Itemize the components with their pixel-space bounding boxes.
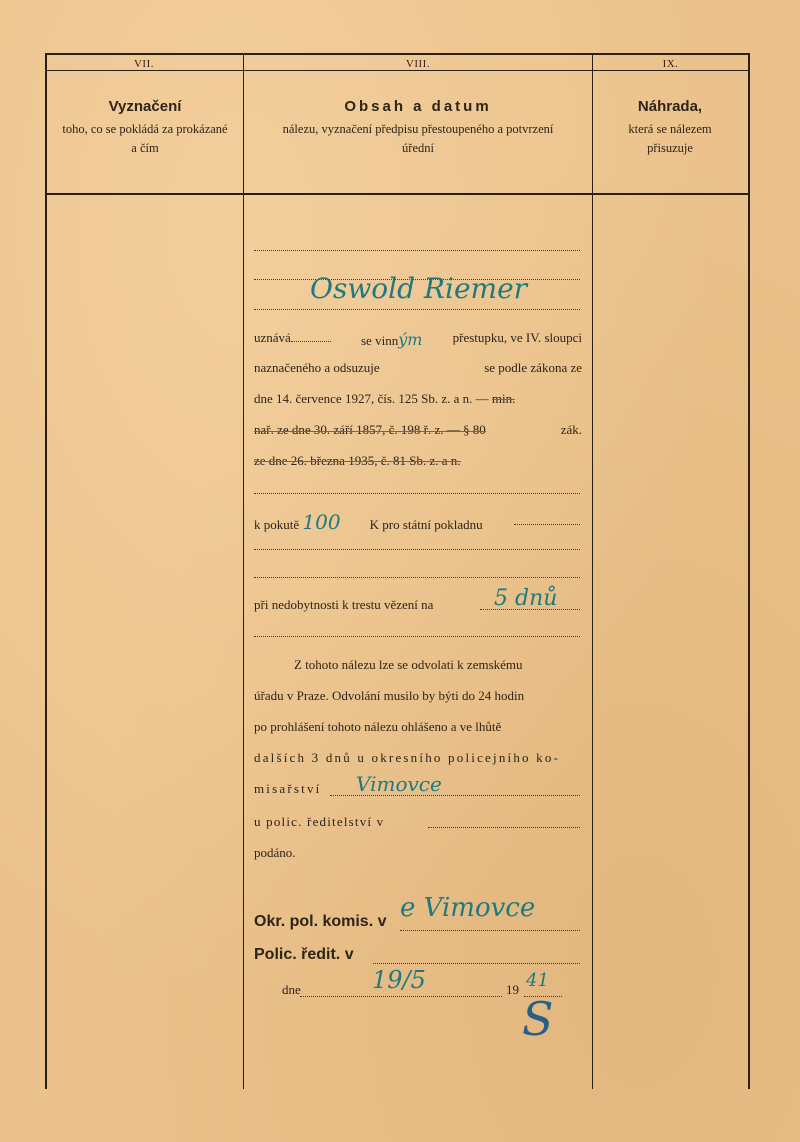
struck-regulation-text: nař. ze dne 30. září 1857, č. 198 ř. z. — § 80	[254, 422, 486, 437]
header-nahrada-subtitle: která se nálezem přisuzuje	[628, 122, 712, 155]
blank-dotted-line	[254, 493, 580, 494]
office-dotted-line	[400, 930, 580, 931]
appeal-line-4	[254, 750, 582, 766]
verdict-line-2	[254, 360, 582, 376]
vinn-label: se vinn	[361, 333, 399, 348]
header-vyznaceni	[62, 98, 228, 158]
header-bottom-rule	[45, 193, 750, 195]
blank-dotted-line	[254, 250, 580, 251]
state-treasury-label: K pro státní pokladnu	[369, 517, 483, 532]
column-number-ix: IX.	[662, 58, 679, 70]
police-directorate-office-label: Polic. ředit. v	[254, 946, 354, 963]
struck-law-text: ze dne 26. března 1935, č. 81 Sb. z. a n.	[254, 453, 461, 468]
appeal-text: dalších 3 dnů u okresního policejního ko-	[254, 750, 561, 765]
office-line-2	[254, 946, 582, 964]
offence-column-text: přestupku, ve IV. sloupci	[452, 330, 582, 345]
blank-dotted-line	[254, 636, 580, 637]
commissariat-dotted-line	[330, 795, 580, 796]
fine-dotted-line	[514, 524, 580, 525]
district-office-place-handwritten: e Vimovce	[400, 893, 536, 923]
guilt-suffix-handwritten: ým	[398, 330, 423, 349]
table-left-border	[45, 53, 47, 1089]
table-right-border	[748, 53, 750, 1089]
sentence-text: naznačeného a odsuzuje	[254, 360, 380, 375]
year-handwritten: 41	[526, 970, 549, 991]
law-date-text: dne 14. července 1927, čís. 125 Sb. z. a n. —	[254, 391, 489, 406]
zak-label: zák.	[560, 422, 582, 437]
verdict-line-4	[254, 422, 582, 438]
header-nahrada-title: Náhrada,	[637, 98, 703, 115]
law-text: se podle zákona ze	[484, 360, 582, 375]
appeal-line-3	[254, 719, 582, 735]
header-top-rule	[45, 70, 750, 71]
uznava-label: uznává	[254, 330, 291, 345]
appeal-text: Z tohoto nálezu lze se odvolati k zemskému	[294, 657, 523, 672]
header-obsah-title: Obsah a datum	[344, 98, 492, 115]
prison-term-handwritten: 5 dnů	[494, 586, 558, 611]
header-vyznaceni-subtitle: toho, co se pokládá za prokázané a čím	[62, 122, 228, 155]
guilt-text	[361, 330, 422, 349]
district-office-label: Okr. pol. komis. v	[254, 913, 387, 930]
appeal-text: po prohlášení tohoto nálezu ohlášeno a ve lhůtě	[254, 719, 502, 734]
verdict-line-1	[254, 330, 582, 349]
fine-line	[254, 510, 582, 534]
column-divider-2	[592, 53, 593, 1089]
header-nahrada	[606, 98, 734, 158]
year-prefix: 19	[506, 982, 519, 997]
commissariat-label: misařství	[254, 781, 322, 796]
appeal-line-1	[294, 657, 582, 673]
office-dotted-line	[373, 963, 580, 964]
fine-amount-handwritten: 100	[302, 510, 341, 534]
police-directorate-label: u polic. ředitelství v	[254, 814, 385, 829]
prison-label: při nedobytnosti k trestu vězení na	[254, 597, 434, 612]
appeal-text: úřadu v Praze. Odvolání musilo by býti do 24 hodin	[254, 688, 525, 703]
verdict-line-3	[254, 391, 582, 407]
header-obsah-subtitle: nálezu, vyznačení předpisu přestoupeného a potvrzení úřední	[282, 122, 554, 155]
offender-name-handwritten: Oswold Riemer	[310, 272, 528, 305]
signature-handwritten: S	[522, 992, 554, 1046]
blank-dotted-line	[254, 549, 580, 550]
prison-dotted-line	[480, 609, 580, 610]
column-divider-1	[243, 53, 244, 1089]
offender-name-line	[254, 309, 580, 310]
header-obsah	[270, 98, 566, 158]
fine-label: k pokutě	[254, 517, 300, 532]
struck-text: min.	[491, 391, 516, 406]
verdict-text	[254, 330, 331, 349]
header-vyznaceni-title: Vyznačení	[108, 98, 182, 115]
directorate-dotted-line	[428, 827, 580, 828]
commissariat-place-handwritten: Vimovce	[356, 772, 442, 796]
column-number-vii: VII.	[133, 58, 155, 70]
appeal-line-7	[254, 845, 582, 861]
date-dotted-line	[300, 996, 502, 997]
column-number-viii: VIII.	[405, 58, 431, 70]
date-handwritten: 19/5	[372, 966, 426, 994]
appeal-line-2	[254, 688, 582, 704]
verdict-line-5	[254, 453, 582, 469]
date-label: dne	[282, 982, 301, 997]
podano-label: podáno.	[254, 845, 296, 860]
blank-dotted-line	[254, 577, 580, 578]
table-top-border	[45, 53, 750, 55]
